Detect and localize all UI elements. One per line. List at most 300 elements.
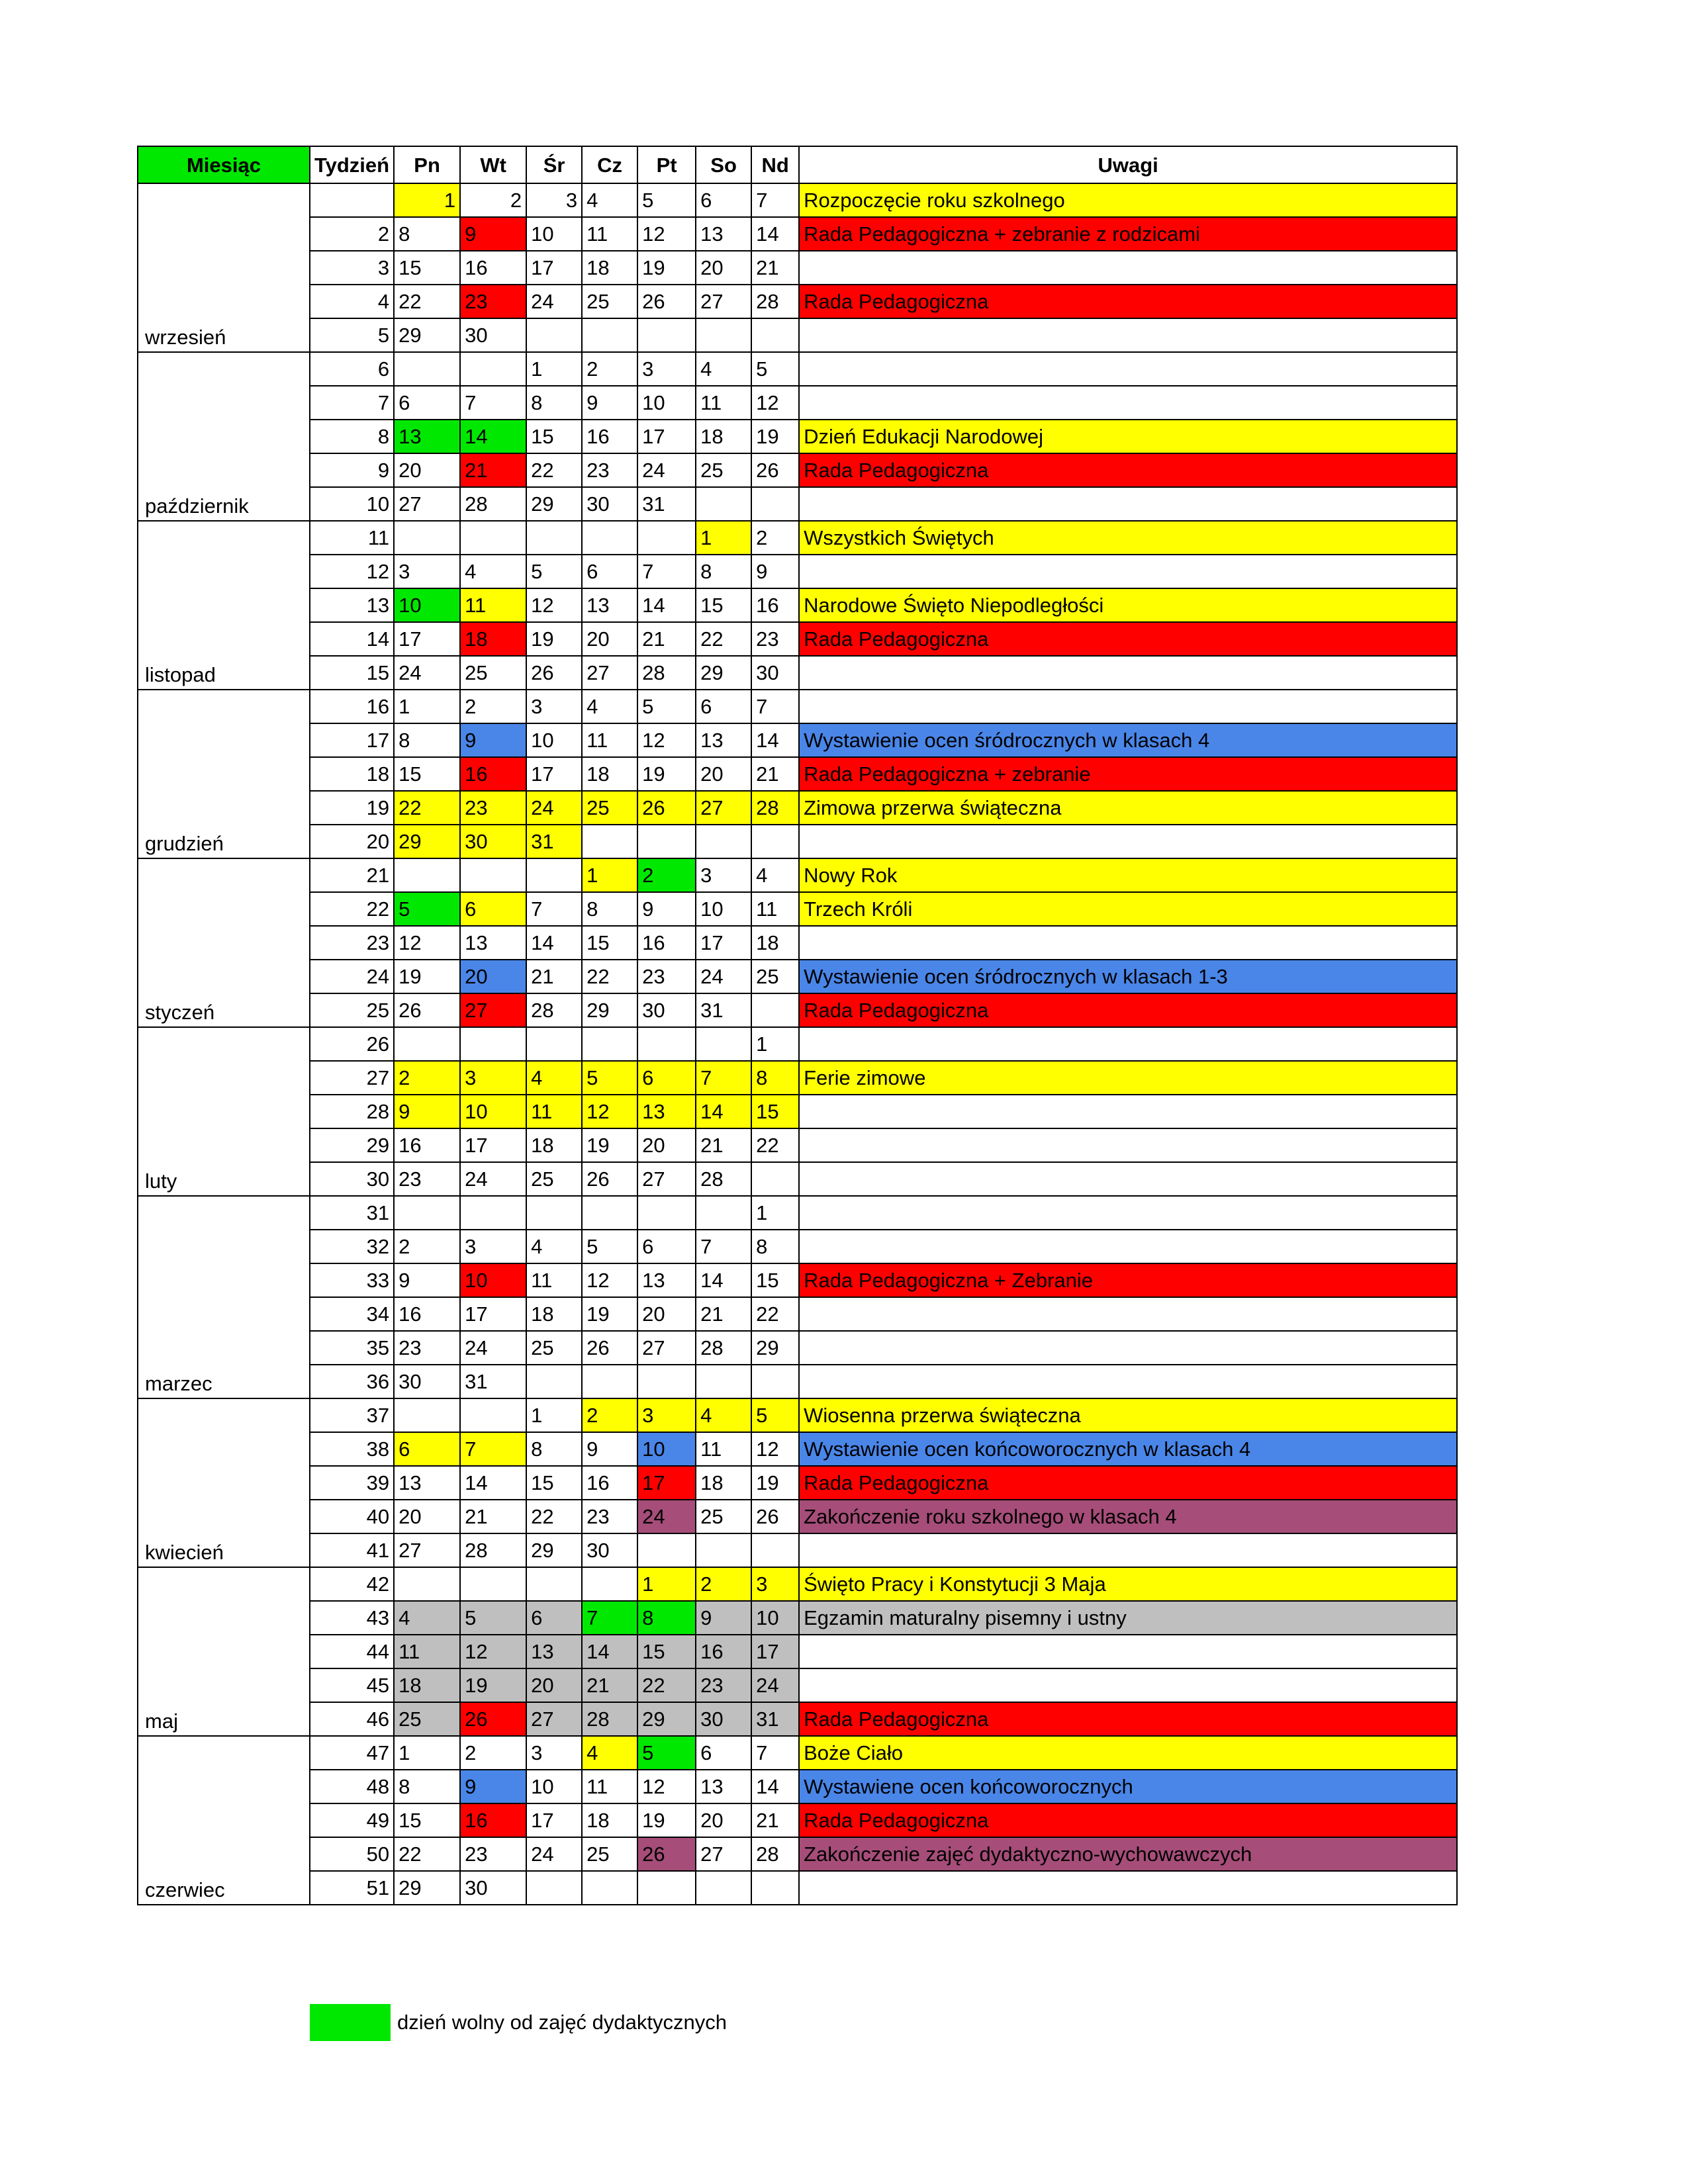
note-cell: Rada Pedagogiczna (799, 1803, 1457, 1837)
day-cell-fri: 3 (637, 352, 696, 386)
day-cell-fri: 27 (637, 1162, 696, 1196)
day-cell-tue (460, 858, 526, 892)
day-cell-tue: 3 (460, 1230, 526, 1263)
day-cell-tue: 21 (460, 1500, 526, 1533)
week-number: 3 (310, 251, 394, 285)
week-number: 48 (310, 1770, 394, 1803)
day-cell-mon: 5 (394, 892, 460, 926)
week-row (138, 251, 1457, 285)
day-cell-wed: 15 (526, 420, 582, 453)
week-number: 25 (310, 993, 394, 1027)
day-cell-wed: 10 (526, 1770, 582, 1803)
day-cell-sat: 24 (696, 960, 751, 993)
day-cell-thu: 26 (582, 1331, 637, 1365)
day-cell-sun: 28 (751, 285, 799, 318)
day-cell-mon: 1 (394, 1736, 460, 1770)
note-cell (799, 690, 1457, 723)
note-cell: Zimowa przerwa świąteczna (799, 791, 1457, 825)
day-cell-thu: 9 (582, 1432, 637, 1466)
day-cell-thu: 21 (582, 1668, 637, 1702)
week-row (138, 285, 1457, 318)
week-number: 13 (310, 588, 394, 622)
week-row (138, 521, 1457, 555)
week-number: 51 (310, 1871, 394, 1905)
legend-swatch (310, 2004, 391, 2041)
day-cell-sun: 5 (751, 352, 799, 386)
week-number: 12 (310, 555, 394, 588)
day-cell-sat: 30 (696, 1702, 751, 1736)
week-number: 19 (310, 791, 394, 825)
day-cell-sun: 23 (751, 622, 799, 656)
note-cell: Nowy Rok (799, 858, 1457, 892)
day-cell-tue: 23 (460, 791, 526, 825)
day-cell-sun: 26 (751, 453, 799, 487)
day-cell-fri (637, 1027, 696, 1061)
day-cell-sat: 29 (696, 656, 751, 690)
day-cell-fri: 5 (637, 690, 696, 723)
month-cell: luty (138, 1027, 310, 1196)
week-number: 21 (310, 858, 394, 892)
day-cell-tue: 19 (460, 1668, 526, 1702)
day-cell-mon: 16 (394, 1128, 460, 1162)
week-number: 37 (310, 1398, 394, 1432)
day-cell-fri: 30 (637, 993, 696, 1027)
day-cell-mon (394, 1398, 460, 1432)
day-cell-tue: 16 (460, 251, 526, 285)
day-cell-fri (637, 521, 696, 555)
day-cell-wed: 4 (526, 1230, 582, 1263)
week-number: 28 (310, 1095, 394, 1128)
day-cell-thu (582, 1196, 637, 1230)
day-cell-sun: 1 (751, 1027, 799, 1061)
day-cell-thu: 1 (582, 858, 637, 892)
day-cell-sun (751, 1162, 799, 1196)
day-cell-sat: 7 (696, 1061, 751, 1095)
week-row (138, 690, 1457, 723)
week-row (138, 1871, 1457, 1905)
day-cell-wed: 31 (526, 825, 582, 858)
day-cell-mon: 20 (394, 1500, 460, 1533)
day-cell-sat: 20 (696, 251, 751, 285)
note-cell: Dzień Edukacji Narodowej (799, 420, 1457, 453)
day-cell-sat: 13 (696, 1770, 751, 1803)
week-number: 49 (310, 1803, 394, 1837)
day-cell-sun: 19 (751, 420, 799, 453)
day-cell-thu: 13 (582, 588, 637, 622)
day-cell-sat: 28 (696, 1162, 751, 1196)
week-row (138, 1533, 1457, 1567)
note-cell: Narodowe Święto Niepodległości (799, 588, 1457, 622)
day-cell-tue: 4 (460, 555, 526, 588)
day-cell-sat: 15 (696, 588, 751, 622)
note-cell: Rada Pedagogiczna + Zebranie (799, 1263, 1457, 1297)
note-cell: Wystawienie ocen śródrocznych w klasach 4 (799, 723, 1457, 757)
day-cell-thu: 16 (582, 1466, 637, 1500)
day-cell-fri: 20 (637, 1128, 696, 1162)
day-cell-tue: 31 (460, 1365, 526, 1398)
week-row (138, 1567, 1457, 1601)
day-cell-mon: 30 (394, 1365, 460, 1398)
day-cell-mon: 16 (394, 1297, 460, 1331)
day-cell-sun: 18 (751, 926, 799, 960)
day-cell-tue: 7 (460, 1432, 526, 1466)
day-cell-mon (394, 352, 460, 386)
day-cell-sat: 1 (696, 521, 751, 555)
day-cell-sat: 17 (696, 926, 751, 960)
day-cell-thu: 22 (582, 960, 637, 993)
day-cell-thu: 4 (582, 690, 637, 723)
legend-text: dzień wolny od zajęć dydaktycznych (397, 2011, 727, 2034)
week-row (138, 1432, 1457, 1466)
day-cell-wed: 11 (526, 1263, 582, 1297)
note-cell (799, 1162, 1457, 1196)
day-cell-tue: 11 (460, 588, 526, 622)
week-number: 4 (310, 285, 394, 318)
day-cell-fri: 5 (637, 1736, 696, 1770)
week-number: 33 (310, 1263, 394, 1297)
day-cell-sun: 1 (751, 1196, 799, 1230)
day-cell-wed: 25 (526, 1162, 582, 1196)
day-cell-sun: 9 (751, 555, 799, 588)
day-cell-sat: 18 (696, 1466, 751, 1500)
month-cell: kwiecień (138, 1398, 310, 1567)
week-number: 44 (310, 1635, 394, 1668)
day-cell-wed (526, 858, 582, 892)
day-cell-tue (460, 1027, 526, 1061)
day-cell-thu: 7 (582, 1601, 637, 1635)
day-cell-tue: 16 (460, 757, 526, 791)
day-cell-sat (696, 825, 751, 858)
day-cell-wed: 3 (526, 1736, 582, 1770)
day-cell-wed: 1 (526, 1398, 582, 1432)
day-cell-sun: 21 (751, 251, 799, 285)
day-cell-sat: 13 (696, 217, 751, 251)
day-cell-fri: 5 (637, 183, 696, 217)
day-cell-thu: 28 (582, 1702, 637, 1736)
week-number: 15 (310, 656, 394, 690)
day-cell-sat (696, 1027, 751, 1061)
week-number: 32 (310, 1230, 394, 1263)
day-cell-sun (751, 1365, 799, 1398)
week-row (138, 1702, 1457, 1736)
day-cell-sun: 7 (751, 183, 799, 217)
day-cell-fri: 22 (637, 1668, 696, 1702)
day-cell-fri: 3 (637, 1398, 696, 1432)
day-cell-sat: 9 (696, 1601, 751, 1635)
week-number: 47 (310, 1736, 394, 1770)
week-number: 46 (310, 1702, 394, 1736)
day-cell-sun (751, 993, 799, 1027)
day-cell-wed: 3 (526, 690, 582, 723)
day-cell-thu: 12 (582, 1095, 637, 1128)
day-cell-wed (526, 1365, 582, 1398)
week-row (138, 1297, 1457, 1331)
day-cell-wed: 19 (526, 622, 582, 656)
day-cell-sat: 25 (696, 1500, 751, 1533)
day-cell-mon: 8 (394, 1770, 460, 1803)
day-cell-tue: 27 (460, 993, 526, 1027)
day-cell-fri: 10 (637, 1432, 696, 1466)
day-cell-wed (526, 1871, 582, 1905)
header-day-wed: Śr (526, 146, 582, 183)
week-row (138, 1635, 1457, 1668)
note-cell (799, 1668, 1457, 1702)
day-cell-sat: 21 (696, 1297, 751, 1331)
day-cell-mon: 2 (394, 1230, 460, 1263)
day-cell-fri: 12 (637, 217, 696, 251)
day-cell-sun: 2 (751, 521, 799, 555)
day-cell-fri: 15 (637, 1635, 696, 1668)
week-row (138, 723, 1457, 757)
day-cell-mon: 15 (394, 251, 460, 285)
day-cell-tue: 10 (460, 1263, 526, 1297)
note-cell (799, 1533, 1457, 1567)
day-cell-wed: 28 (526, 993, 582, 1027)
day-cell-fri: 24 (637, 1500, 696, 1533)
day-cell-sat: 23 (696, 1668, 751, 1702)
note-cell: Wystawienie ocen końcoworocznych w klasach 4 (799, 1432, 1457, 1466)
day-cell-tue: 5 (460, 1601, 526, 1635)
header-day-tue: Wt (460, 146, 526, 183)
day-cell-thu (582, 318, 637, 352)
day-cell-tue: 23 (460, 1837, 526, 1871)
day-cell-thu: 4 (582, 183, 637, 217)
day-cell-mon: 4 (394, 1601, 460, 1635)
header-month: Miesiąc (138, 146, 310, 183)
day-cell-fri: 20 (637, 1297, 696, 1331)
day-cell-thu (582, 521, 637, 555)
day-cell-wed: 25 (526, 1331, 582, 1365)
day-cell-sat: 13 (696, 723, 751, 757)
note-cell: Rada Pedagogiczna (799, 1702, 1457, 1736)
day-cell-sat: 11 (696, 1432, 751, 1466)
note-cell: Egzamin maturalny pisemny i ustny (799, 1601, 1457, 1635)
day-cell-thu: 25 (582, 791, 637, 825)
day-cell-tue: 28 (460, 487, 526, 521)
week-row (138, 588, 1457, 622)
school-calendar-table (137, 146, 1458, 1905)
note-cell: Rada Pedagogiczna (799, 1466, 1457, 1500)
week-row (138, 1770, 1457, 1803)
day-cell-tue: 6 (460, 892, 526, 926)
week-number: 11 (310, 521, 394, 555)
note-cell (799, 656, 1457, 690)
day-cell-sun: 22 (751, 1128, 799, 1162)
day-cell-mon: 29 (394, 825, 460, 858)
day-cell-fri: 12 (637, 1770, 696, 1803)
day-cell-sun: 12 (751, 386, 799, 420)
day-cell-sat: 25 (696, 453, 751, 487)
week-number: 10 (310, 487, 394, 521)
day-cell-sun: 5 (751, 1398, 799, 1432)
day-cell-fri (637, 318, 696, 352)
note-cell (799, 825, 1457, 858)
month-cell: wrzesień (138, 183, 310, 352)
day-cell-sun: 25 (751, 960, 799, 993)
day-cell-wed: 12 (526, 588, 582, 622)
day-cell-fri (637, 1871, 696, 1905)
day-cell-tue (460, 352, 526, 386)
header-notes: Uwagi (799, 146, 1457, 183)
day-cell-sun: 17 (751, 1635, 799, 1668)
week-number: 45 (310, 1668, 394, 1702)
day-cell-wed: 7 (526, 892, 582, 926)
note-cell (799, 1331, 1457, 1365)
week-row (138, 1095, 1457, 1128)
day-cell-fri: 23 (637, 960, 696, 993)
day-cell-tue: 20 (460, 960, 526, 993)
day-cell-mon: 8 (394, 723, 460, 757)
week-row (138, 892, 1457, 926)
day-cell-mon (394, 858, 460, 892)
day-cell-sun: 7 (751, 690, 799, 723)
day-cell-thu (582, 1027, 637, 1061)
day-cell-sun: 29 (751, 1331, 799, 1365)
day-cell-thu: 30 (582, 1533, 637, 1567)
day-cell-thu: 23 (582, 453, 637, 487)
day-cell-tue: 30 (460, 318, 526, 352)
week-row (138, 1263, 1457, 1297)
day-cell-tue: 14 (460, 420, 526, 453)
week-row (138, 1398, 1457, 1432)
day-cell-tue: 9 (460, 1770, 526, 1803)
day-cell-sun: 14 (751, 1770, 799, 1803)
day-cell-mon: 1 (394, 690, 460, 723)
day-cell-wed: 17 (526, 1803, 582, 1837)
day-cell-mon: 23 (394, 1331, 460, 1365)
week-number: 39 (310, 1466, 394, 1500)
month-cell: czerwiec (138, 1736, 310, 1905)
day-cell-sat: 2 (696, 1567, 751, 1601)
day-cell-tue: 14 (460, 1466, 526, 1500)
day-cell-mon: 27 (394, 1533, 460, 1567)
week-row (138, 1331, 1457, 1365)
week-row (138, 926, 1457, 960)
day-cell-wed: 24 (526, 285, 582, 318)
day-cell-thu: 9 (582, 386, 637, 420)
day-cell-sun: 16 (751, 588, 799, 622)
day-cell-thu (582, 1567, 637, 1601)
note-cell: Wiosenna przerwa świąteczna (799, 1398, 1457, 1432)
note-cell (799, 352, 1457, 386)
day-cell-wed: 29 (526, 1533, 582, 1567)
day-cell-thu (582, 1365, 637, 1398)
week-row (138, 318, 1457, 352)
day-cell-thu: 30 (582, 487, 637, 521)
week-number (310, 183, 394, 217)
day-cell-sat: 22 (696, 622, 751, 656)
day-cell-sat: 14 (696, 1263, 751, 1297)
day-cell-wed: 20 (526, 1668, 582, 1702)
day-cell-mon: 15 (394, 1803, 460, 1837)
day-cell-fri: 19 (637, 251, 696, 285)
month-cell: listopad (138, 521, 310, 690)
day-cell-mon: 15 (394, 757, 460, 791)
day-cell-sun: 28 (751, 791, 799, 825)
day-cell-sun: 26 (751, 1500, 799, 1533)
day-cell-wed: 13 (526, 1635, 582, 1668)
note-cell (799, 1635, 1457, 1668)
day-cell-mon (394, 1027, 460, 1061)
day-cell-mon: 24 (394, 656, 460, 690)
day-cell-wed: 8 (526, 386, 582, 420)
day-cell-fri: 16 (637, 926, 696, 960)
week-row (138, 960, 1457, 993)
day-cell-tue: 24 (460, 1331, 526, 1365)
day-cell-sun: 12 (751, 1432, 799, 1466)
day-cell-wed (526, 318, 582, 352)
header-week: Tydzień (310, 146, 394, 183)
day-cell-sat (696, 487, 751, 521)
day-cell-sat: 10 (696, 892, 751, 926)
day-cell-mon (394, 521, 460, 555)
day-cell-thu: 11 (582, 723, 637, 757)
day-cell-sun: 22 (751, 1297, 799, 1331)
header-day-mon: Pn (394, 146, 460, 183)
day-cell-sun: 3 (751, 1567, 799, 1601)
week-number: 14 (310, 622, 394, 656)
day-cell-tue (460, 1398, 526, 1432)
week-row (138, 656, 1457, 690)
note-cell: Wystawienie ocen śródrocznych w klasach 1-3 (799, 960, 1457, 993)
day-cell-wed (526, 1027, 582, 1061)
week-row (138, 217, 1457, 251)
day-cell-tue: 21 (460, 453, 526, 487)
day-cell-wed: 26 (526, 656, 582, 690)
week-number: 36 (310, 1365, 394, 1398)
week-number: 27 (310, 1061, 394, 1095)
note-cell: Rada Pedagogiczna (799, 993, 1457, 1027)
day-cell-mon: 13 (394, 1466, 460, 1500)
day-cell-wed: 8 (526, 1432, 582, 1466)
day-cell-wed: 10 (526, 217, 582, 251)
day-cell-mon: 19 (394, 960, 460, 993)
day-cell-sun: 14 (751, 217, 799, 251)
day-cell-mon: 12 (394, 926, 460, 960)
week-row (138, 622, 1457, 656)
day-cell-tue: 2 (460, 690, 526, 723)
day-cell-mon: 20 (394, 453, 460, 487)
day-cell-mon: 26 (394, 993, 460, 1027)
week-number: 2 (310, 217, 394, 251)
week-row (138, 1500, 1457, 1533)
week-row (138, 825, 1457, 858)
day-cell-thu: 18 (582, 1803, 637, 1837)
day-cell-thu: 6 (582, 555, 637, 588)
week-row (138, 757, 1457, 791)
month-cell: maj (138, 1567, 310, 1736)
day-cell-sat: 31 (696, 993, 751, 1027)
week-row (138, 555, 1457, 588)
note-cell: Rada Pedagogiczna (799, 285, 1457, 318)
day-cell-sat: 6 (696, 1736, 751, 1770)
day-cell-sat (696, 318, 751, 352)
day-cell-sat: 6 (696, 690, 751, 723)
day-cell-tue: 9 (460, 217, 526, 251)
day-cell-fri: 26 (637, 285, 696, 318)
header-day-sun: Nd (751, 146, 799, 183)
day-cell-mon: 13 (394, 420, 460, 453)
day-cell-fri: 6 (637, 1061, 696, 1095)
day-cell-mon: 3 (394, 555, 460, 588)
note-cell (799, 1027, 1457, 1061)
day-cell-sun (751, 1533, 799, 1567)
day-cell-fri: 27 (637, 1331, 696, 1365)
day-cell-tue: 10 (460, 1095, 526, 1128)
day-cell-mon: 22 (394, 1837, 460, 1871)
day-cell-wed: 15 (526, 1466, 582, 1500)
day-cell-fri: 21 (637, 622, 696, 656)
